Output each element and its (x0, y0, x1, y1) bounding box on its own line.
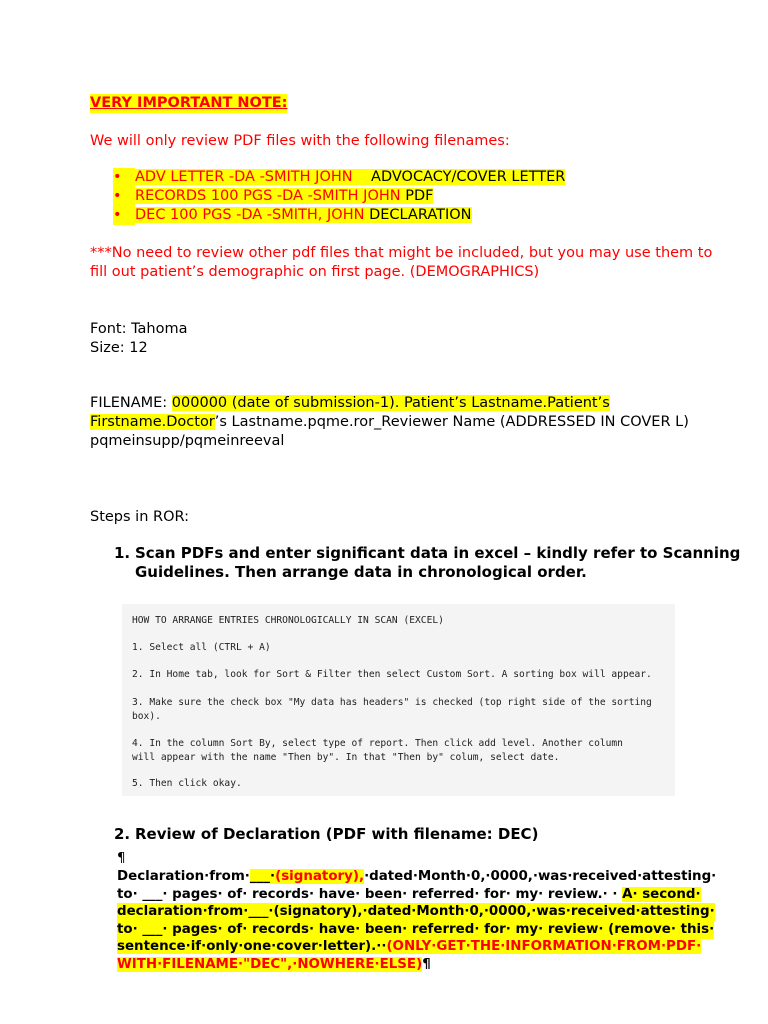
code-line: HOW TO ARRANGE ENTRIES CHRONOLOGICALLY IN SCAN (EXCEL) (132, 615, 444, 626)
filename-list (113, 168, 565, 225)
steps-heading: Steps in ROR: (90, 509, 190, 525)
file-name: DEC 100 PGS -DA -SMITH, JOHN (135, 207, 365, 223)
signatory-highlight: (signatory), (275, 869, 365, 884)
bullet-icon: • (113, 168, 135, 187)
filename-line-2 (90, 413, 689, 432)
code-line: box). (132, 711, 161, 722)
only-dec-instruction: (ONLY·GET·THE·INFORMATION·FROM·PDF· (386, 939, 702, 954)
code-line: will appear with the name "Then by". In that "Then by" colum, select date. (132, 752, 560, 763)
step-2-number: 2. (114, 825, 131, 843)
step-1-number: 1. (114, 544, 131, 562)
note-intro: We will only review PDF files with the following filenames: (90, 133, 510, 149)
warning-line-2: fill out patient’s demographic on first page. (DEMOGRAPHICS) (90, 264, 540, 280)
filename-highlight-1: 000000 (date of submission-1). Patient’s Lastname.Patient’s (171, 395, 610, 411)
filename-line-1 (90, 394, 610, 413)
list-item (113, 168, 565, 187)
declaration-line-4: to· ___· pages· of· records· have· been· referred· for· my· review· (remove· this· (117, 922, 715, 937)
declaration-line-5: sentence·if·only·one·cover·letter).··(ONLY·GET·THE·INFORMATION·FROM·PDF· (117, 939, 702, 954)
bullet-icon: • (113, 206, 135, 225)
list-item (113, 206, 565, 225)
code-line: 2. In Home tab, look for Sort & Filter then select Custom Sort. A sorting box will appear. (132, 669, 652, 680)
warning-line-1: ***No need to review other pdf files that might be included, but you may use them to (90, 245, 713, 261)
file-name: RECORDS 100 PGS -DA -SMITH JOHN (135, 188, 401, 204)
note-title: VERY IMPORTANT NOTE: (90, 95, 288, 111)
declaration-line-1: Declaration·from·___·(signatory),·dated·Month·0,·0000,·was·received·attesting· (117, 869, 717, 884)
file-description: ADVOCACY/COVER LETTER (371, 169, 566, 185)
filename-line-3: pqmeinsupp/pqmeinreeval (90, 433, 285, 449)
step-2-text: Review of Declaration (PDF with filename: DEC) (135, 825, 539, 843)
file-description: PDF (405, 188, 434, 204)
size-line: Size: 12 (90, 340, 148, 356)
file-name: ADV LETTER -DA -SMITH JOHN (135, 169, 353, 185)
step-1-line-1: Scan PDFs and enter significant data in excel – kindly refer to Scanning (135, 544, 741, 562)
code-line: 3. Make sure the check box "My data has headers" is checked (top right side of the sorting (132, 697, 652, 708)
pilcrow-mark: ¶ (117, 851, 126, 866)
code-line: 5. Then click okay. (132, 778, 242, 789)
step-1-line-2: Guidelines. Then arrange data in chronological order. (135, 563, 587, 581)
filename-rest: ’s Lastname.pqme.ror_Reviewer Name (ADDRESSED IN COVER L) (214, 414, 689, 430)
code-line: 1. Select all (CTRL + A) (132, 642, 271, 653)
list-item (113, 187, 565, 206)
declaration-line-3: declaration·from·___·(signatory),·dated·Month·0,·0000,·was·received·attesting· (117, 904, 715, 919)
sorting-instructions-box (122, 604, 675, 796)
filename-highlight-2: Firstname.Doctor (90, 414, 215, 430)
file-description: DECLARATION (369, 207, 472, 223)
declaration-line-2: to· ___· pages· of· records· have· been· referred· for· my· review.· · A· second· (117, 887, 701, 902)
filename-label: FILENAME: (90, 395, 172, 411)
font-line: Font: Tahoma (90, 321, 188, 337)
bullet-icon: • (113, 187, 135, 206)
code-line: 4. In the column Sort By, select type of report. Then click add level. Another column (132, 738, 623, 749)
declaration-line-6: WITH·FILENAME·"DEC",·NOWHERE·ELSE)¶ (117, 957, 431, 972)
